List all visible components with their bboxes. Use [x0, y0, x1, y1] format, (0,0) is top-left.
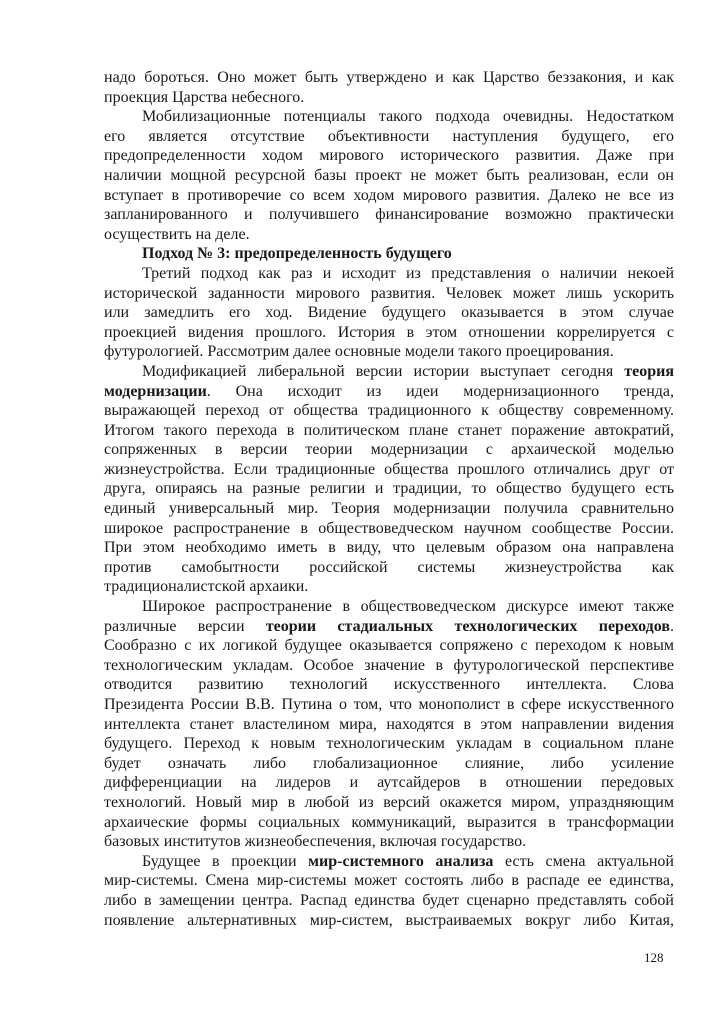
text-line: мир-системы. Смена мир-системы может состоять либо в распаде ее единства,: [104, 872, 674, 890]
text-line: вступает в противоречие со всем ходом мирового развития. Далеко не все из: [104, 186, 674, 204]
text-run: .: [670, 617, 674, 635]
text-line: появление альтернативных мир-систем, выстраиваемых вокруг либо Китая,: [104, 911, 674, 929]
text-line: [104, 617, 674, 637]
text-line: При этом необходимо иметь в виду, что целевым образом она направлена: [104, 539, 674, 557]
text-line: сопряженных в версии теории модернизации с архаической моделью: [104, 441, 674, 459]
paragraph-modernization: [104, 362, 674, 597]
text-run: есть смена актуальной: [493, 852, 674, 870]
page-number: 128: [644, 950, 664, 965]
text-line: наличии мощной ресурсной базы проект не может быть реализован, если он: [104, 166, 674, 184]
text-line: интеллекта станет властелином мира, находятся в этом направлении видения: [104, 715, 674, 733]
text-run: Модификацией либеральной версии истории выступает сегодня: [142, 362, 625, 380]
text-line: проекцией видения прошлого. История в этом отношении коррелируется с: [104, 323, 674, 341]
text-line: архаические формы социальных коммуникаций, выразится в трансформации: [104, 813, 674, 831]
text-line: Широкое распространение в обществоведческом дискурсе имеют также: [142, 598, 674, 616]
text-line: технологическим укладам. Особое значение в футурологической перспективе: [104, 656, 674, 674]
document-page: [104, 68, 674, 930]
text-line: проекция Царства небесного.: [104, 88, 305, 106]
text-line: друга, опираясь на разные религии и традиции, то общество будущего есть: [104, 480, 674, 498]
text-run: различные версии: [104, 617, 266, 635]
bold-term: мир-системного анализа: [308, 852, 494, 870]
text-line: надо бороться. Оно может быть утверждено и как Царство беззакония, и как: [104, 69, 674, 86]
text-line: технологий. Новый мир в любой из версий окажется миром, упраздняющим: [104, 793, 674, 811]
text-line: [104, 852, 674, 872]
text-line: будущего. Переход к новым технологическим укладам в социальном плане: [104, 735, 674, 753]
text-line: традиционалистской архаики.: [104, 578, 309, 596]
text-line: его является отсутствие объективности наступления будущего, его: [104, 127, 674, 145]
text-line: [104, 382, 674, 402]
text-line: выражающей переход от общества традиционного к обществу современному.: [104, 402, 674, 420]
text-line: базовых институтов жизнеобеспечения, включая государство.: [104, 833, 527, 851]
text-line: осуществить на деле.: [104, 225, 250, 243]
text-line: [104, 362, 674, 382]
paragraph-technological-transitions: [104, 597, 674, 852]
text-run: . Она исходит из идеи модернизационного тренда,: [206, 382, 674, 400]
bold-term: теория: [624, 362, 674, 380]
text-line: запланированного и получившего финансирование возможно практически: [104, 206, 674, 224]
text-line: дифференциации на лидеров и аутсайдеров в отношении передовых: [104, 774, 674, 792]
text-line: против самобытности российской системы жизнеустройства как: [104, 558, 674, 576]
text-line: жизнеустройства. Если традиционные общества прошлого отличались друг от: [104, 460, 674, 478]
text-run: Будущее в проекции: [142, 852, 309, 870]
text-line: предопределенности ходом мирового исторического развития. Даже при: [104, 147, 674, 165]
text-line: отводится развитию технологий искусственного интеллекта. Слова: [104, 676, 674, 694]
bold-term: модернизации: [104, 382, 207, 400]
text-line: Сообразно с их логикой будущее оказывается сопряжено с переходом к новым: [104, 637, 674, 655]
text-line: Президента России В.В. Путина о том, что монополист в сфере искусственного: [104, 696, 674, 713]
paragraph-continuation: [104, 68, 674, 107]
paragraph-world-system: [104, 852, 674, 930]
paragraph-mobilization: [104, 107, 674, 244]
paragraph-third-approach: [104, 264, 674, 362]
text-line: футурологией. Рассмотрим далее основные модели такого проецирования.: [104, 343, 614, 361]
text-line: будет означать либо глобализационное слияние, либо усиление: [104, 754, 674, 772]
section-heading: Подход № 3: предопределенность будущего: [142, 245, 452, 263]
text-line: широкое распространение в обществоведческом научном сообществе России.: [104, 519, 674, 537]
bold-term: теории стадиальных технологических переходов: [265, 617, 670, 635]
text-line: Итогом такого перехода в политическом плане станет поражение автократий,: [104, 421, 674, 439]
text-line: единый универсальный мир. Теория модернизации получила сравнительно: [104, 500, 674, 518]
text-line: либо в замещении центра. Распад единства будет сценарно представлять собой: [104, 891, 674, 909]
text-line: Мобилизационные потенциалы такого подхода очевидны. Недостатком: [142, 108, 674, 126]
text-line: или замедлить его ход. Видение будущего оказывается в этом случае: [104, 304, 674, 322]
text-line: Третий подход как раз и исходит из представления о наличии некоей: [142, 264, 674, 282]
text-line: исторической заданности мирового развития. Человек может лишь ускорить: [104, 284, 674, 302]
